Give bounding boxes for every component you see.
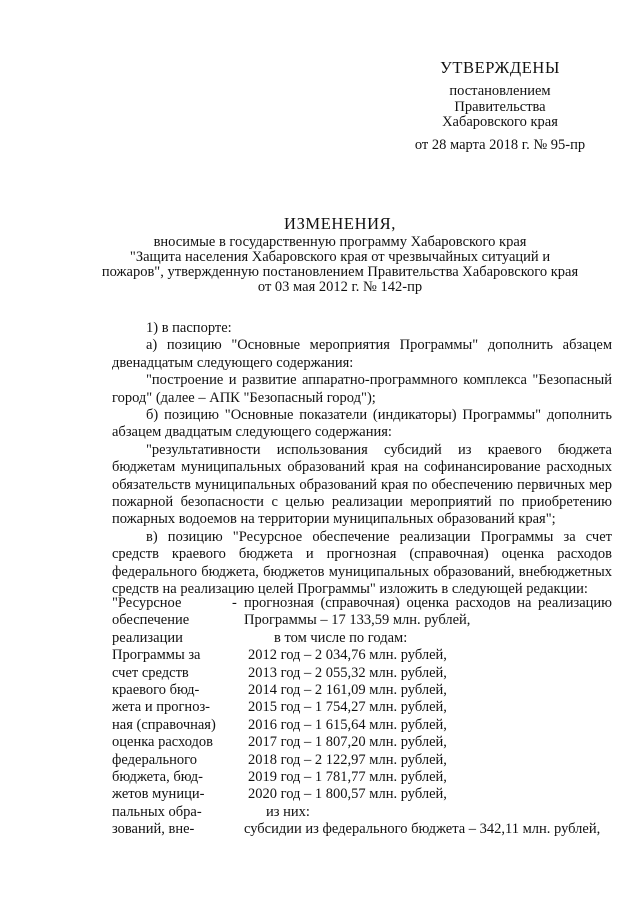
left-line: счет средств: [112, 664, 189, 681]
left-line: реализации: [112, 629, 183, 646]
paragraph-passport: 1) в паспорте:: [146, 320, 232, 336]
federal-subsidy-line: субсидии из федерального бюджета – 342,11 млн. рублей,: [244, 821, 601, 838]
resource-table-right-column: [244, 595, 612, 839]
left-line: жетов муници-: [112, 786, 205, 803]
left-line: оценка расходов: [112, 734, 214, 751]
left-line: Программы за: [112, 647, 201, 664]
paragraph-b: б) позицию "Основные показатели (индикаторы) Программы" дополнить абзацем двадцатым следующего содержания:: [112, 407, 612, 441]
heading-line: вносимые в государственную программу Хабаровского края: [153, 234, 527, 250]
left-line: "Ресурсное: [112, 595, 182, 611]
left-line: жета и прогноз-: [112, 699, 210, 716]
left-line: федерального: [112, 751, 197, 768]
of-them-label: из них:: [266, 803, 310, 820]
total-estimate: прогнозная (справочная) оценка расходов на реализацию Программы – 17 133,59 млн. рублей,: [244, 595, 612, 629]
left-line: обеспечение: [112, 612, 190, 629]
left-line: бюджета, бюд-: [112, 768, 203, 785]
year-line: 2019 год – 1 781,77 млн. рублей,: [248, 768, 447, 785]
year-line: 2018 год – 2 122,97 млн. рублей,: [248, 751, 447, 768]
approval-line-3: Хабаровского края: [442, 114, 558, 130]
left-line: ная (справочная): [112, 716, 216, 733]
heading-title: ИЗМЕНЕНИЯ,: [284, 214, 396, 233]
left-line: краевого бюд-: [112, 681, 200, 698]
resource-table-left-column: [112, 595, 222, 838]
heading-line: от 03 мая 2012 г. № 142-пр: [257, 279, 423, 295]
year-line: 2016 год – 1 615,64 млн. рублей,: [248, 716, 447, 733]
heading-line: пожаров", утвержденную постановлением Правительства Хабаровского края: [101, 264, 579, 280]
approval-title: УТВЕРЖДЕНЫ: [440, 58, 560, 77]
year-line: 2013 год – 2 055,32 млн. рублей,: [248, 664, 447, 681]
year-line: 2014 год – 2 161,09 млн. рублей,: [248, 681, 447, 698]
paragraph-b-text: "результативности использования субсидий из краевого бюджета бюджетам муниципальных образований края на софинансирование расходных обязательств муниципальных образований края по обеспечению первичных мер пожарной безопасности с целью реализации мероприятий по приобретению пожарных водоемов на территории муниципальных образований края";: [112, 441, 612, 528]
paragraph-a-text: "построение и развитие аппаратно-программного комплекса "Безопасный город" (далее – АПК "Безопасный город");: [112, 372, 612, 406]
year-line: 2012 год – 2 034,76 млн. рублей,: [248, 647, 447, 664]
year-line: 2017 год – 1 807,20 млн. рублей,: [248, 734, 447, 751]
document-heading: [90, 213, 590, 295]
approval-line-2: Правительства: [454, 98, 546, 115]
paragraph-c: в) позицию "Ресурсное обеспечение реализации Программы за счет средств краевого бюджета и прогнозная (справочная) оценка расходов федерального бюджета, бюджетов муниципальных образований, внебюджетных средств на реализацию целей Программы" изложить в следующей редакции:: [112, 528, 612, 598]
approval-date: от 28 марта 2018 г. № 95-пр: [414, 136, 586, 153]
by-years-label: в том числе по годам:: [274, 629, 408, 646]
left-line: зований, вне-: [112, 821, 195, 838]
heading-line: "Защита населения Хабаровского края от чрезвычайных ситуаций и: [129, 249, 551, 265]
approval-stamp: [400, 58, 600, 153]
table-dash: -: [232, 595, 237, 611]
document-body: [112, 320, 612, 599]
paragraph-a: а) позицию "Основные мероприятия Программы" дополнить абзацем двенадцатым следующего содержания:: [112, 337, 612, 371]
year-line: 2020 год – 1 800,57 млн. рублей,: [248, 786, 447, 803]
year-line: 2015 год – 1 754,27 млн. рублей,: [248, 699, 447, 716]
left-line: пальных обра-: [112, 803, 202, 820]
approval-line-1: постановлением: [449, 83, 551, 99]
